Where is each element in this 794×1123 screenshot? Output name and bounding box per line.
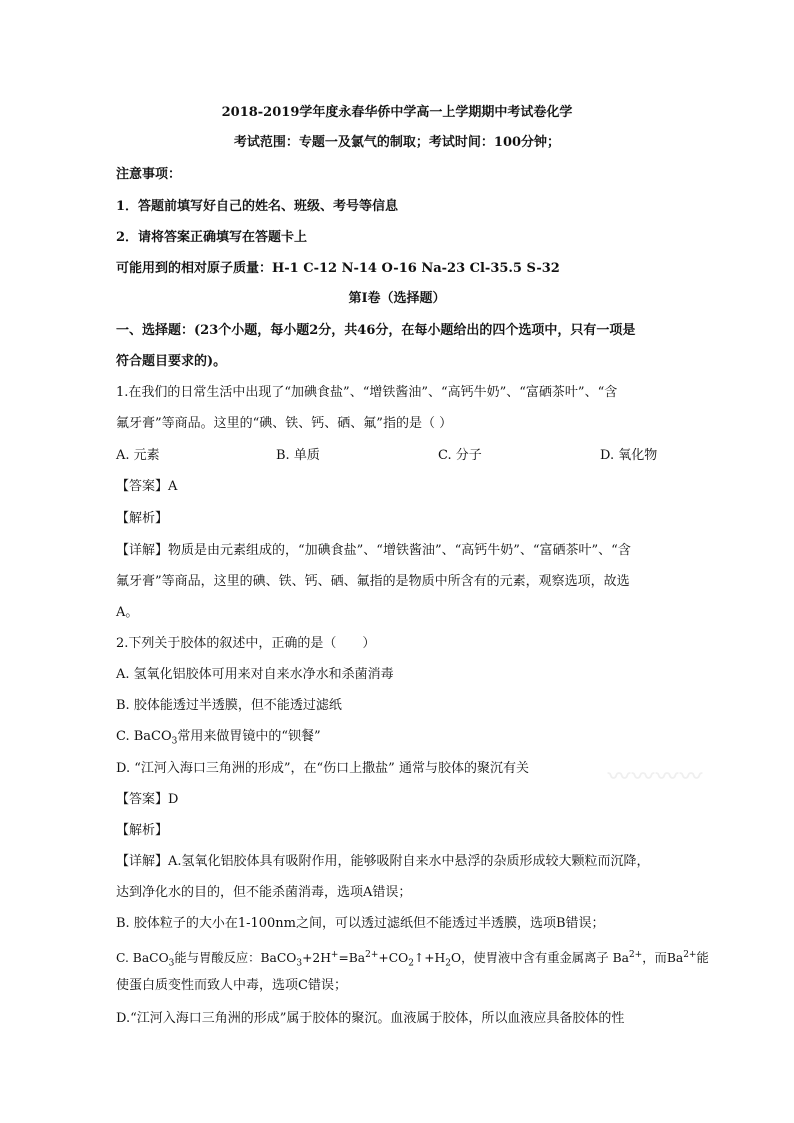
note-item-2: 2．请将答案正确填写在答题卡上 [116,230,308,245]
watermark: 〰〰〰〰 [608,764,705,790]
volume-heading: 第I卷（选择题） [348,291,446,306]
q2-detail-a: 【详解】A.氢氧化铝胶体具有吸附作用，能够吸附自来水中悬浮的杂质形成较大颗粒而沉降， [116,854,650,869]
q2-stem: 2.下列关于胶体的叙述中，正确的是（ ） [116,636,376,651]
q1-detail: 【详解】物质是由元素组成的，“加碘食盐”、“增铁酱油”、“高钙牛奶”、“富硒茶叶”、“含 [116,543,631,558]
notes-heading: 注意事项： [116,167,182,182]
q2-option-b: B. 胶体能透过半透膜，但不能透过滤纸 [116,698,342,713]
section-instructions-cont: 符合题目要求的)。 [116,354,227,369]
q1-option-c: C. 分子 [438,448,482,463]
q1-detail-cont: 氟牙膏”等商品，这里的碘、铁、钙、硒、氟指的是物质中所含有的元素，观察选项，故选 [116,574,630,589]
q1-option-a: A. 元素 [116,448,160,463]
q2-detail-a-cont: 达到净化水的目的，但不能杀菌消毒，选项A错误； [116,885,412,900]
exam-title: 2018-2019学年度永春华侨中学高一上学期期中考试卷化学 [221,105,573,120]
q1-answer: 【答案】A [116,479,178,494]
q2-analysis: 【解析】 [116,823,169,838]
q1-option-b: B. 单质 [276,448,320,463]
q1-stem-cont: 氟牙膏”等商品。这里的“碘、铁、钙、硒、氟”指的是（ ） [116,416,453,431]
q2-detail-c: C. BaCO$_3$能与胃酸反应：$BaCO_3+2H^+=Ba^{2+}+CO_2↑+H_2O$，使胃液中含有重金属离子 $Ba^{2+}$，而$Ba^{2+}$能 [116,950,709,969]
exam-scope: 考试范围：专题一及氯气的制取；考试时间：100分钟； [233,135,561,150]
q2-option-c: C. BaCO$_3$常用来做胃镜中的“钡餐” [116,729,321,747]
q1-stem: 1.在我们的日常生活中出现了“加碘食盐”、“增铁酱油”、“高钙牛奶”、“富硒茶叶”、“含 [116,385,618,400]
section-instructions: 一、选择题：(23个小题，每小题2分，共46分，在每小题给出的四个选项中，只有一项是 [116,323,636,338]
q2-detail-d: D.“江河入海口三角洲的形成”属于胶体的聚沉。血液属于胶体，所以血液应具备胶体的性 [116,1011,625,1026]
q2-option-d: D. “江河入海口三角洲的形成”，在“伤口上撒盐” 通常与胶体的聚沉有关 [116,761,529,776]
q2-answer: 【答案】D [116,792,179,807]
q2-detail-c-cont: 使蛋白质变性而致人中毒，选项C错误； [116,978,347,993]
atomic-masses: 可能用到的相对原子质量：H-1 C-12 N-14 O-16 Na-23 Cl-35.5 S-32 [116,261,560,276]
q2-option-a: A. 氢氧化铝胶体可用来对自来水净水和杀菌消毒 [116,667,394,682]
note-item-1: 1．答题前填写好自己的姓名、班级、考号等信息 [116,199,399,214]
q1-detail-end: A。 [116,605,139,620]
q1-analysis: 【解析】 [116,511,169,526]
q1-option-d: D. 氧化物 [600,448,658,463]
q2-detail-b: B. 胶体粒子的大小在1-100nm之间，可以透过滤纸但不能透过半透膜，选项B错误； [116,916,605,931]
